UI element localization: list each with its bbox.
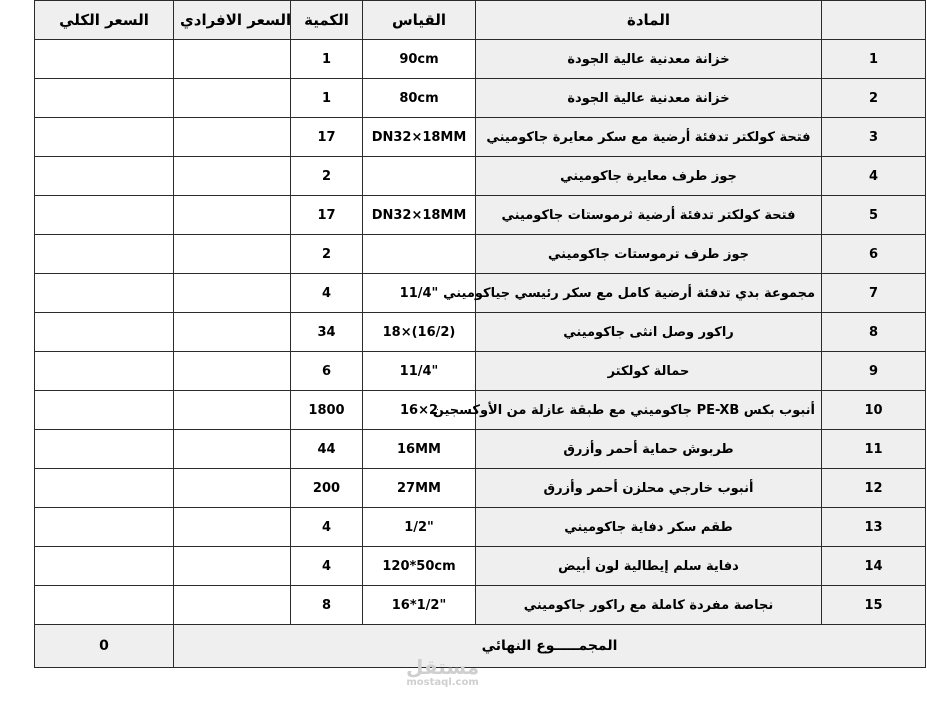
cell-number: 11 [822, 430, 926, 469]
cell-total-price [35, 352, 174, 391]
table-row [35, 547, 926, 586]
cell-unit-price [174, 235, 291, 274]
table-row [35, 586, 926, 625]
cell-item: نجاصة مفردة كاملة مع راكور جاكوميني [476, 586, 822, 625]
table-row [35, 274, 926, 313]
header-row [35, 1, 926, 40]
table-row [35, 352, 926, 391]
cell-unit-price [174, 586, 291, 625]
cell-unit-price [174, 40, 291, 79]
table-row [35, 508, 926, 547]
cell-item: طقم سكر دفاية جاكوميني [476, 508, 822, 547]
cell-unit-price [174, 391, 291, 430]
header-total-price: السعر الكلي [35, 1, 174, 40]
cell-item: فتحة كولكتر تدفئة أرضية مع سكر معايرة جاكوميني [476, 118, 822, 157]
watermark-latin: mostaql.com [406, 677, 479, 688]
cell-number: 12 [822, 469, 926, 508]
cell-total-price [35, 547, 174, 586]
cell-item: طربوش حماية أحمر وأزرق [476, 430, 822, 469]
cell-total-price [35, 508, 174, 547]
table-row [35, 157, 926, 196]
cell-number: 13 [822, 508, 926, 547]
cell-quantity: 17 [291, 196, 363, 235]
cell-item: خزانة معدنية عالية الجودة [476, 40, 822, 79]
cell-size: 1/2" [363, 508, 476, 547]
cell-number: 5 [822, 196, 926, 235]
cell-number: 1 [822, 40, 926, 79]
table-row [35, 235, 926, 274]
cell-unit-price [174, 469, 291, 508]
cell-total-price [35, 430, 174, 469]
cell-item: أنبوب خارجي محلزن أحمر وأزرق [476, 469, 822, 508]
table-row [35, 469, 926, 508]
cell-total-price [35, 469, 174, 508]
table-row [35, 40, 926, 79]
cell-size: 11/4" [363, 274, 476, 313]
table-row [35, 391, 926, 430]
cell-size: 27MM [363, 469, 476, 508]
cell-total-price [35, 274, 174, 313]
cell-unit-price [174, 79, 291, 118]
cell-number: 7 [822, 274, 926, 313]
cell-unit-price [174, 313, 291, 352]
header-item: المادة [476, 1, 822, 40]
header-number [822, 1, 926, 40]
cell-unit-price [174, 274, 291, 313]
cell-quantity: 1 [291, 40, 363, 79]
cell-number: 8 [822, 313, 926, 352]
table-row [35, 430, 926, 469]
cell-quantity: 6 [291, 352, 363, 391]
cell-item: راكور وصل انثى جاكوميني [476, 313, 822, 352]
table-row [35, 313, 926, 352]
cell-size: 80cm [363, 79, 476, 118]
cell-size: 16×2 [363, 391, 476, 430]
cell-number: 10 [822, 391, 926, 430]
cell-quantity: 4 [291, 547, 363, 586]
cell-unit-price [174, 547, 291, 586]
cell-number: 6 [822, 235, 926, 274]
cell-size: DN32×18MM [363, 196, 476, 235]
cell-number: 9 [822, 352, 926, 391]
cell-item: جوز طرف معايرة جاكوميني [476, 157, 822, 196]
cell-quantity: 1 [291, 79, 363, 118]
cell-total-price [35, 586, 174, 625]
cell-total-price [35, 157, 174, 196]
cell-quantity: 17 [291, 118, 363, 157]
grand-total-value: 0 [35, 625, 174, 668]
cell-size [363, 157, 476, 196]
cell-unit-price [174, 508, 291, 547]
cell-total-price [35, 391, 174, 430]
cell-total-price [35, 118, 174, 157]
table-row [35, 79, 926, 118]
cell-total-price [35, 235, 174, 274]
cell-total-price [35, 79, 174, 118]
header-size: القياس [363, 1, 476, 40]
cell-quantity: 200 [291, 469, 363, 508]
header-unit-price: السعر الافرادي [174, 1, 291, 40]
cell-item: أنبوب بكس PE-XB جاكوميني مع طبقة عازلة من الأوكسجين [476, 391, 822, 430]
cell-quantity: 34 [291, 313, 363, 352]
cell-size: 16MM [363, 430, 476, 469]
cell-size: DN32×18MM [363, 118, 476, 157]
cell-item: خزانة معدنية عالية الجودة [476, 79, 822, 118]
cell-quantity: 4 [291, 274, 363, 313]
cell-quantity: 1800 [291, 391, 363, 430]
cell-quantity: 8 [291, 586, 363, 625]
cell-size: 90cm [363, 40, 476, 79]
table-row [35, 196, 926, 235]
price-table [34, 0, 926, 668]
watermark-arabic: مستقل [406, 655, 480, 679]
cell-item: جوز طرف ترموستات جاكوميني [476, 235, 822, 274]
cell-quantity: 2 [291, 157, 363, 196]
cell-size: 16*1/2" [363, 586, 476, 625]
cell-unit-price [174, 430, 291, 469]
cell-item: فتحة كولكتر تدفئة أرضية ثرموستات جاكوميني [476, 196, 822, 235]
cell-number: 15 [822, 586, 926, 625]
cell-total-price [35, 313, 174, 352]
cell-total-price [35, 40, 174, 79]
cell-size: 11/4" [363, 352, 476, 391]
cell-unit-price [174, 196, 291, 235]
cell-size [363, 235, 476, 274]
cell-size: 120*50cm [363, 547, 476, 586]
cell-number: 3 [822, 118, 926, 157]
table-row [35, 118, 926, 157]
cell-item: حمالة كولكتر [476, 352, 822, 391]
cell-number: 4 [822, 157, 926, 196]
cell-total-price [35, 196, 174, 235]
cell-quantity: 4 [291, 508, 363, 547]
header-quantity: الكمية [291, 1, 363, 40]
cell-number: 14 [822, 547, 926, 586]
total-row [35, 625, 926, 668]
cell-quantity: 2 [291, 235, 363, 274]
cell-item: دفاية سلم إيطالية لون أبيض [476, 547, 822, 586]
cell-unit-price [174, 352, 291, 391]
cell-item: مجموعة بدي تدفئة أرضية كامل مع سكر رئيسي جياكوميني [476, 274, 822, 313]
cell-quantity: 44 [291, 430, 363, 469]
grand-total-label: المجمـــــوع النهائي [174, 625, 926, 668]
cell-unit-price [174, 157, 291, 196]
cell-unit-price [174, 118, 291, 157]
cell-size: 18×(16/2) [363, 313, 476, 352]
cell-number: 2 [822, 79, 926, 118]
